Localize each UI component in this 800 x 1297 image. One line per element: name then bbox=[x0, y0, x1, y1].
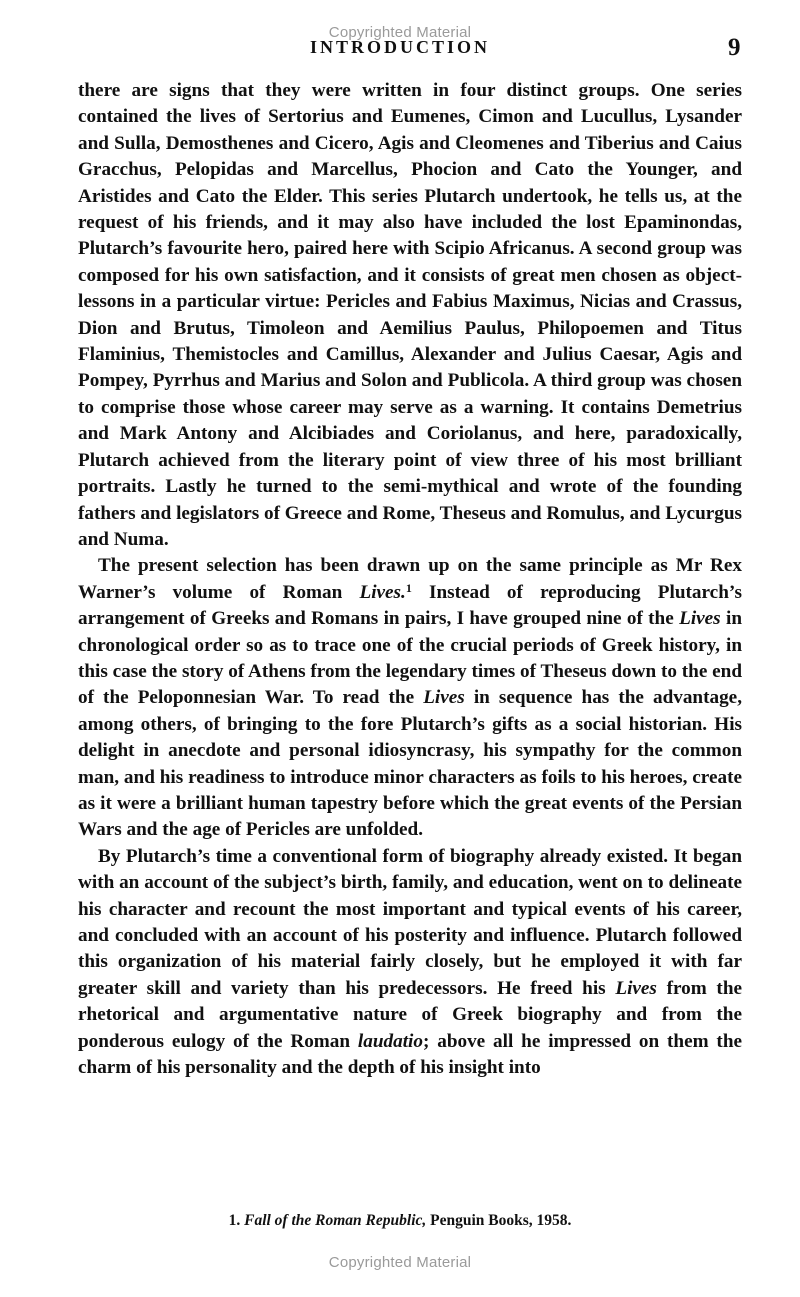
paragraph-3-text-c: ; above all he impressed on them the charm of his personality and the depth of his insight into bbox=[78, 1030, 743, 1079]
page-number: 9 bbox=[728, 34, 741, 61]
footnote-marker: 1 bbox=[405, 580, 412, 595]
paragraph-3 bbox=[78, 844, 742, 1082]
italic-lives: Lives bbox=[423, 687, 465, 709]
italic-lives: Lives bbox=[615, 977, 657, 999]
footnote-publisher: Penguin Books, 1958. bbox=[426, 1212, 572, 1229]
paragraph-2 bbox=[78, 553, 742, 843]
footnote bbox=[0, 1212, 800, 1230]
italic-lives: Lives bbox=[679, 608, 721, 630]
italic-laudatio: laudatio bbox=[357, 1030, 423, 1052]
italic-lives: Lives. bbox=[359, 581, 406, 603]
paragraph-2-text-b: Instead of reproducing Plutarch’s arrangement of Greeks and Romans in pairs, I have grouped nine of the bbox=[78, 581, 743, 630]
running-header-title: INTRODUCTION bbox=[309, 37, 491, 57]
body-text bbox=[78, 78, 742, 1081]
copyright-watermark-top: Copyrighted Material bbox=[328, 24, 472, 41]
paragraph-1: there are signs that they were written in four distinct groups. One series contained the lives of Sertorius and Eumenes, Cimon and Lucullus, Lysander and Sulla, Demosthenes and Cicero, Agis and Cleomenes and Tiberius and Caius Gracchus, Pelopidas and Marcellus, Phocion and Cato the Younger, and Aristides and Cato the Elder. This series Plutarch undertook, he tells us, at the request of his friends, and it may also have included the lost Epaminondas, Plutarch’s favourite hero, paired here with Scipio Africanus. A second group was composed for his own satisfaction, and it consists of great men chosen as object-lessons in a particular virtue: Pericles and Fabius Maximus, Nicias and Crassus, Dion and Brutus, Timoleon and Aemilius Paulus, Philopoemen and Titus Flaminius, Themistocles and Camillus, Alexander and Julius Caesar, Agis and Pompey, Pyrrhus and Marius and Solon and Publicola. A third group was chosen to comprise those whose career may serve as a warning. It contains Demetrius and Mark Antony and Alcibiades and Coriolanus, and here, paradoxically, Plutarch achieved from the literary point of view three of his most brilliant portraits. Lastly he turned to the semi-mythical and wrote of the founding fathers and legislators of Greece and Rome, Theseus and Romulus, and Lycurgus and Numa. bbox=[78, 80, 742, 550]
paragraph-2-text-d: in sequence has the advantage, among others, of bringing to the fore Plutarch’s gifts as a social historian. His delight in anecdote and personal idiosyncrasy, his sympathy for the common man, and his readiness to introduce minor characters as foils to his heroes, create as it were a brilliant human tapestry before which the great events of the Persian Wars and the age of Pericles are unfolded. bbox=[78, 687, 742, 841]
footnote-book-title: Fall of the Roman Republic, bbox=[244, 1212, 427, 1229]
paragraph-3-text-a: By Plutarch’s time a conventional form of biography already existed. It began with an account of the subject’s birth, family, and education, went on to delineate his character and recount the most important and typical events of his career, and concluded with an account of his posterity and influence. Plutarch followed this organization of his material fairly closely, but he employed it with far greater skill and variety than his predecessors. He freed his bbox=[78, 845, 742, 999]
paragraph-2-text-c: in chronological order so as to trace one of the crucial periods of Greek history, in this case the story of Athens from the legendary times of Theseus down to the end of the Peloponnesian War. To read the bbox=[78, 608, 742, 709]
copyright-watermark-bottom: Copyrighted Material bbox=[328, 1254, 472, 1271]
footnote-number: 1. bbox=[228, 1212, 241, 1229]
paragraph-2-text-a: The present selection has been drawn up on the same principle as Mr Rex Warner’s volume of Roman bbox=[78, 555, 742, 603]
paragraph-3-text-b: from the rhetorical and argumentative nature of Greek biography and from the ponderous eulogy of the Roman bbox=[78, 977, 743, 1052]
